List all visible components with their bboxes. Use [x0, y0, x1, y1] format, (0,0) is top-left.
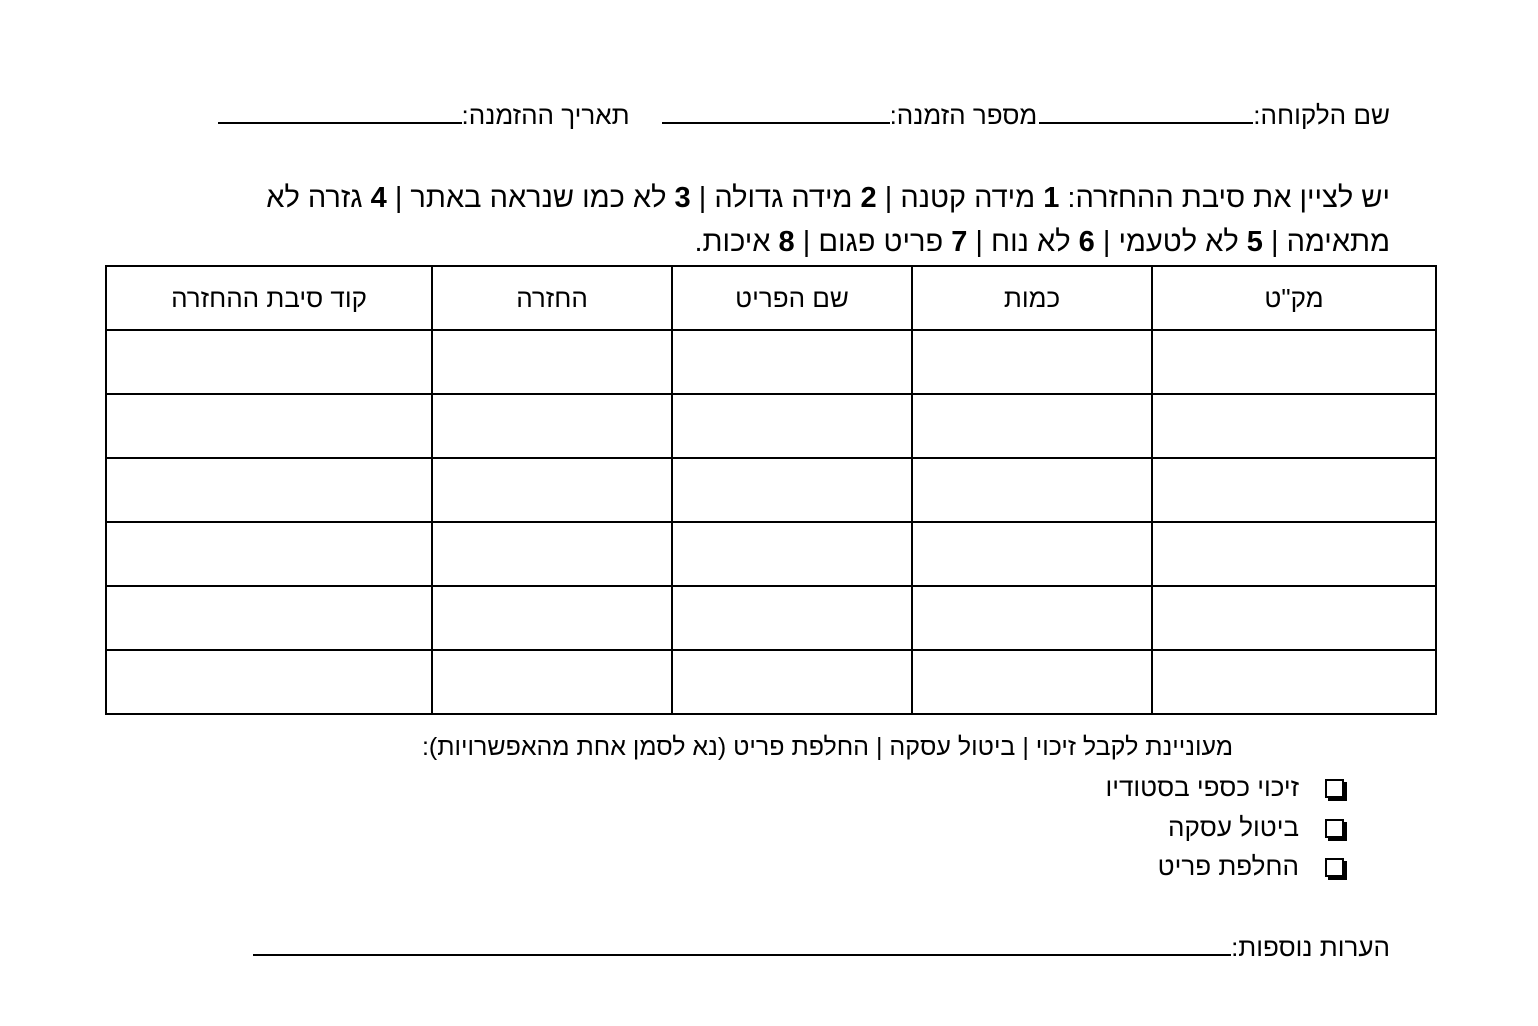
item-name-cell[interactable] [672, 394, 912, 458]
header-fields [218, 100, 1390, 131]
order-number-label: מספר הזמנה: [889, 100, 1038, 130]
option-label: ביטול עסקה [1167, 812, 1299, 842]
reason-text: איכות. [694, 226, 771, 258]
reason-code: 3 [674, 182, 691, 214]
header-quantity: כמות [912, 266, 1152, 330]
notes-field[interactable] [253, 932, 1231, 956]
checkbox-icon[interactable] [1325, 779, 1344, 798]
option-cancel-transaction[interactable] [1168, 812, 1344, 843]
option-store-credit[interactable] [1105, 772, 1344, 803]
reason-code-cell[interactable] [106, 586, 432, 650]
quantity-cell[interactable] [912, 458, 1152, 522]
sku-cell[interactable] [1152, 394, 1436, 458]
reason-code: 1 [1043, 182, 1060, 214]
sku-cell[interactable] [1152, 458, 1436, 522]
table-row [106, 458, 1436, 522]
item-name-cell[interactable] [672, 650, 912, 714]
return-cell[interactable] [432, 394, 672, 458]
return-items-table [105, 265, 1437, 715]
reason-text: לא נוח [991, 226, 1071, 258]
quantity-cell[interactable] [912, 522, 1152, 586]
item-name-cell[interactable] [672, 330, 912, 394]
reason-code: 5 [1246, 226, 1263, 258]
reason-text: מידה גדולה [714, 182, 853, 214]
table-row [106, 394, 1436, 458]
header-item-name: שם הפריט [672, 266, 912, 330]
reason-code-cell[interactable] [106, 394, 432, 458]
checkbox-icon[interactable] [1325, 858, 1344, 877]
reason-text: מידה קטנה [900, 182, 1036, 214]
quantity-cell[interactable] [912, 330, 1152, 394]
order-number-field[interactable] [662, 100, 890, 124]
reason-code: 6 [1078, 226, 1095, 258]
item-name-cell[interactable] [672, 458, 912, 522]
sku-cell[interactable] [1152, 650, 1436, 714]
return-reason-instructions: יש לציין את סיבת ההחזרה: 1 מידה קטנה | 2 מידה גדולה | 3 לא כמו שנראה באתר | 4 גזרה לא מתאימה | 5 לא לטעמי | 6 לא נוח | 7 פריט פגום | 8 איכות. [266, 182, 1390, 258]
instructions-intro: יש לציין את סיבת ההחזרה: [1067, 182, 1390, 214]
option-label: זיכוי כספי בסטודיו [1105, 772, 1299, 802]
item-name-cell[interactable] [672, 586, 912, 650]
reason-text: לא כמו שנראה באתר [410, 182, 667, 214]
reason-code: 4 [370, 182, 387, 214]
reason-code-cell[interactable] [106, 650, 432, 714]
reason-code-cell[interactable] [106, 458, 432, 522]
header-reason-code: קוד סיבת ההחזרה [106, 266, 432, 330]
reason-code-cell[interactable] [106, 330, 432, 394]
options-title: מעוניינת לקבל זיכוי | ביטול עסקה | החלפת פריט (נא לסמן אחת מהאפשרויות): [421, 733, 1233, 761]
sku-cell[interactable] [1152, 522, 1436, 586]
checkbox-icon[interactable] [1325, 819, 1344, 838]
reason-text: לא לטעמי [1118, 226, 1239, 258]
sku-cell[interactable] [1152, 330, 1436, 394]
reason-code: 2 [860, 182, 877, 214]
customer-name-label: שם הלקוחה: [1253, 100, 1390, 130]
header-sku: מק"ט [1152, 266, 1436, 330]
option-label: החלפת פריט [1157, 851, 1299, 881]
table-header-row [106, 266, 1436, 330]
return-cell[interactable] [432, 458, 672, 522]
return-cell[interactable] [432, 650, 672, 714]
quantity-cell[interactable] [912, 394, 1152, 458]
quantity-cell[interactable] [912, 650, 1152, 714]
reason-text: פריט פגום [818, 226, 944, 258]
additional-notes [253, 932, 1390, 963]
table-row [106, 650, 1436, 714]
customer-name-field[interactable] [1039, 100, 1253, 124]
reason-text: גזרה לא מתאימה [266, 182, 1390, 258]
header-return: החזרה [432, 266, 672, 330]
return-cell[interactable] [432, 522, 672, 586]
table-row [106, 330, 1436, 394]
return-cell[interactable] [432, 586, 672, 650]
reason-code: 7 [951, 226, 968, 258]
reason-code: 8 [778, 226, 795, 258]
reason-code-cell[interactable] [106, 522, 432, 586]
notes-label: הערות נוספות: [1231, 932, 1390, 962]
order-date-field[interactable] [218, 100, 462, 124]
quantity-cell[interactable] [912, 586, 1152, 650]
order-date-label: תאריך ההזמנה: [461, 100, 630, 130]
option-exchange-item[interactable] [1158, 851, 1344, 882]
table-row [106, 586, 1436, 650]
return-cell[interactable] [432, 330, 672, 394]
table-row [106, 522, 1436, 586]
sku-cell[interactable] [1152, 586, 1436, 650]
item-name-cell[interactable] [672, 522, 912, 586]
